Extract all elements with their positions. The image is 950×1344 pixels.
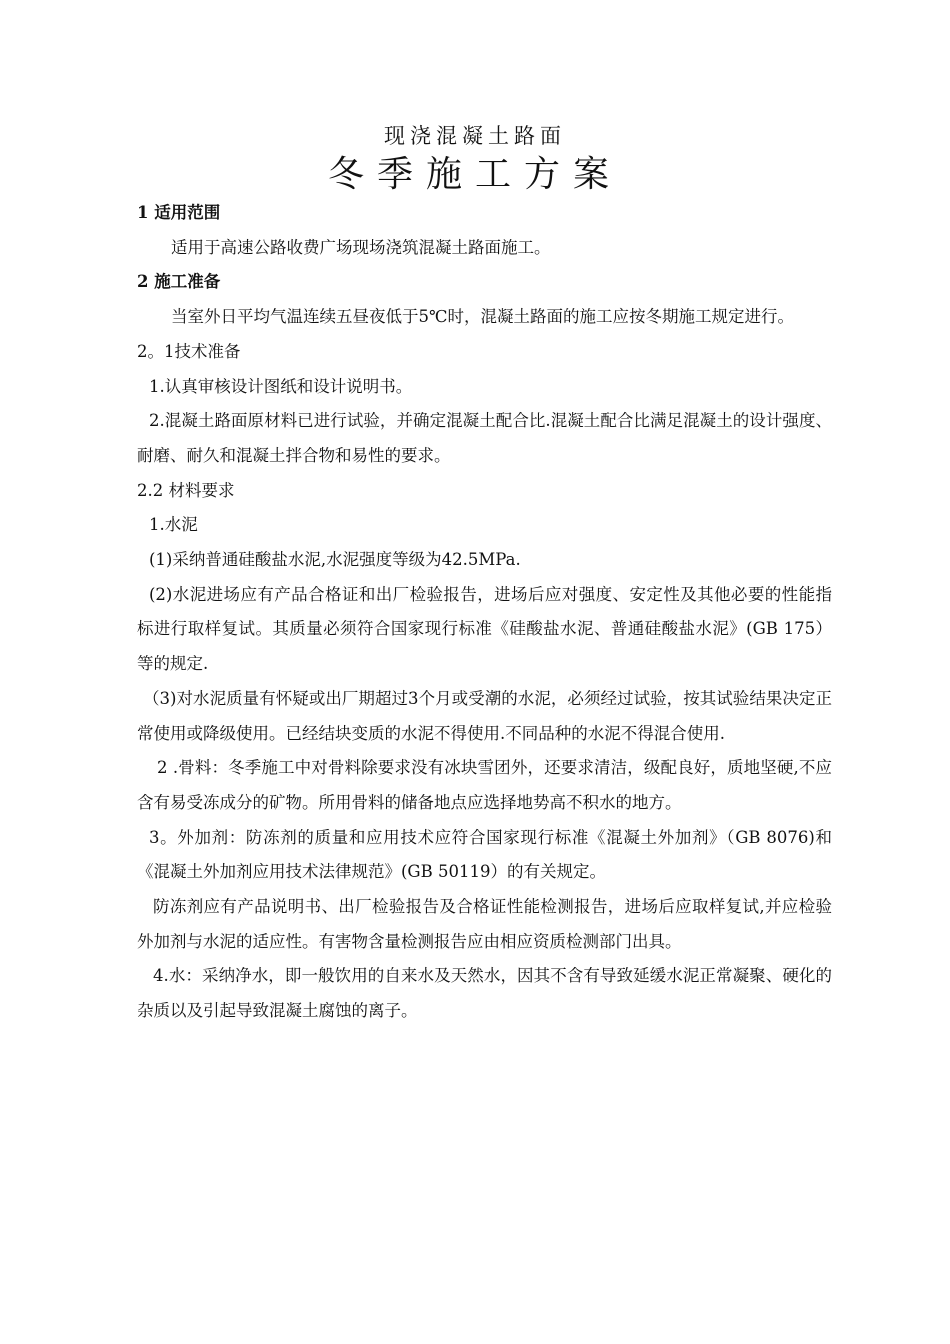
list-item-cement: 1.水泥 <box>149 515 198 535</box>
paragraph-antifreeze: 防冻剂应有产品说明书、出厂检验报告及合格证性能检测报告，进场后应取样复试,并应检验外加剂与水泥的适应性。有害物含量检测报告应由相应资质检测部门出具。 <box>137 897 832 951</box>
paragraph-scope: 适用于高速公路收费广场现场浇筑混凝土路面施工。 <box>171 237 551 257</box>
cement-item-1: (1)采纳普通硅酸盐水泥,水泥强度等级为42.5MPa. <box>149 550 521 570</box>
document-title-line1: 现浇混凝土路面 <box>384 124 566 148</box>
document-body <box>137 196 832 1029</box>
list-item-water: 4.水：采纳净水，即一般饮用的自来水及天然水，因其不含有导致延缓水泥正常凝聚、硬化的杂质以及引起导致混凝土腐蚀的离子。 <box>137 966 832 1021</box>
list-item-admixture: 3。外加剂：防冻剂的质量和应用技术应符合国家现行标准《混凝土外加剂》（GB 8076)和《混凝土外加剂应用技术法律规范》(GB 50119）的有关规定。 <box>137 827 832 882</box>
section-heading-scope: 1 适用范围 <box>137 203 221 222</box>
list-item-aggregate: 2 .骨料：冬季施工中对骨料除要求没有冰块雪团外，还要求清洁，级配良好，质地坚硬,不应含有易受冻成分的矿物。所用骨料的储备地点应选择地势高不积水的地方。 <box>137 758 832 812</box>
list-item-materials-test: 2.混凝土路面原材料已进行试验，并确定混凝土配合比.混凝土配合比满足混凝土的设计强度、耐磨、耐久和混凝土拌合物和易性的要求。 <box>137 411 832 465</box>
section-heading-preparation: 2 施工准备 <box>137 272 221 292</box>
cement-item-2: (2)水泥进场应有产品合格证和出厂检验报告，进场后应对强度、安定性及其他必要的性能指标进行取样复试。其质量必须符合国家现行标准《硅酸盐水泥、普通硅酸盐水泥》(GB 175）等的规定. <box>137 584 832 674</box>
list-item-review: 1.认真审核设计图纸和设计说明书。 <box>149 376 413 396</box>
paragraph-preparation: 当室外日平均气温连续五昼夜低于5℃时，混凝土路面的施工应按冬期施工规定进行。 <box>171 307 794 327</box>
subsection-heading-materials: 2.2 材料要求 <box>137 480 235 500</box>
subsection-heading-technical: 2。1技术准备 <box>137 341 241 361</box>
document-title-line2: 冬季施工方案 <box>327 154 622 195</box>
cement-item-3: （3)对水泥质量有怀疑或出厂期超过3个月或受潮的水泥，必须经过试验，按其试验结果决定正常使用或降级使用。已经结块变质的水泥不得使用.不同品种的水泥不得混合使用. <box>137 688 832 743</box>
